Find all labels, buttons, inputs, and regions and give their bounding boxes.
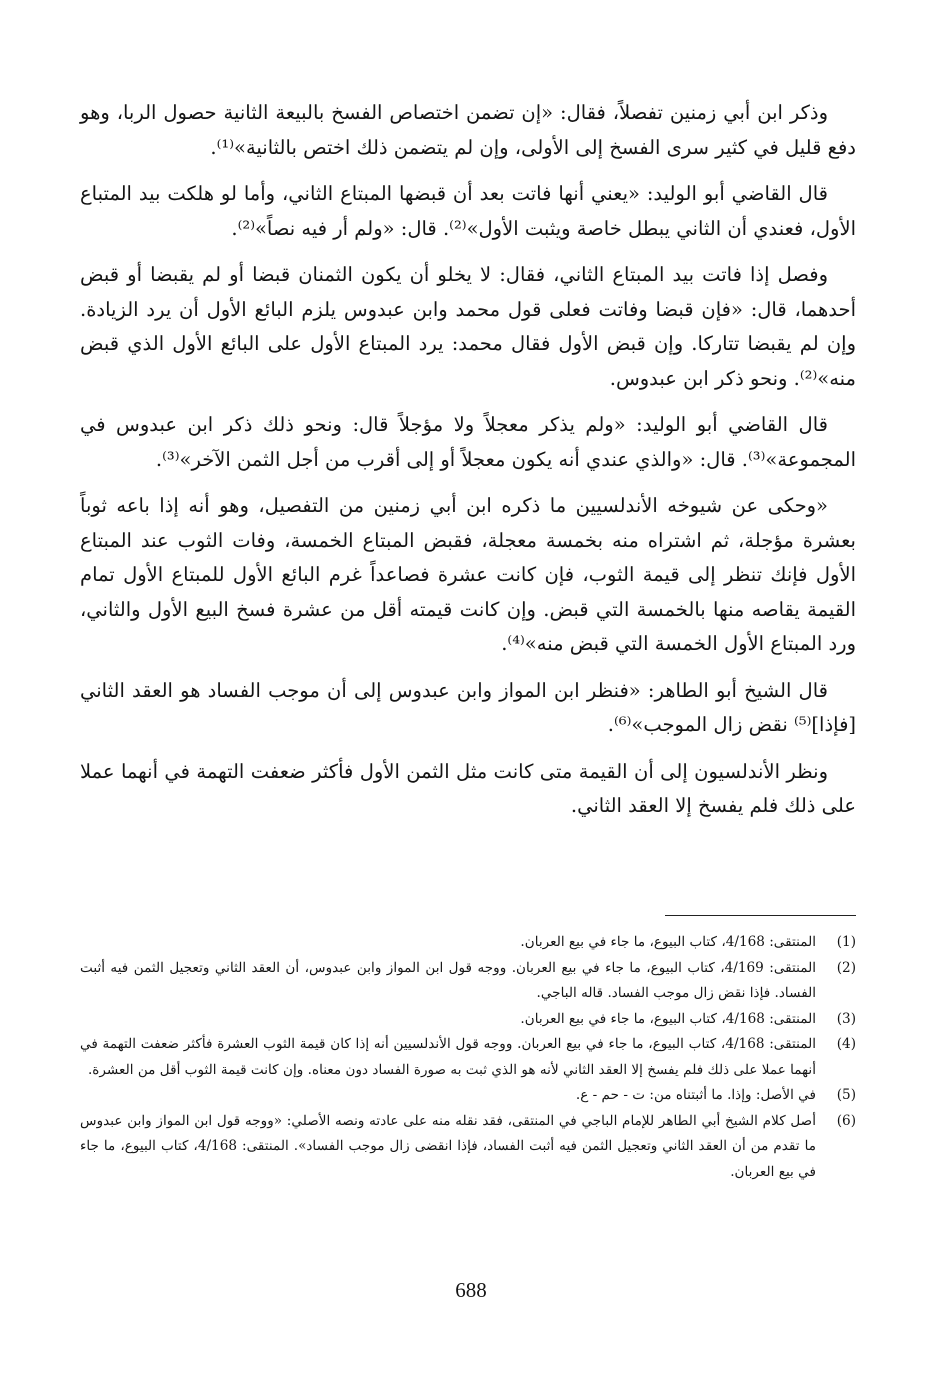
footnote	[80, 930, 856, 956]
footnote-number: (3)	[836, 1010, 856, 1027]
footnote-number: (2)	[836, 959, 856, 976]
page-number: 688	[455, 1278, 487, 1302]
footnote-text: في الأصل: وإذا. ما أثبتناه من: ت - حم - ع.	[575, 1087, 816, 1103]
footnote-number: (5)	[836, 1087, 856, 1103]
footnote-text: المنتقى: 4/168، كتاب البيوع، ما جاء في بيع العربان.	[520, 934, 816, 950]
footnote-number: (1)	[836, 934, 856, 950]
footnote	[80, 1007, 856, 1033]
paragraph: قال الشيخ أبو الطاهر: «فنظر ابن المواز وابن عبدوس إلى أن موجب الفساد هو العقد الثاني [فإذا]⁽⁵⁾ نقض زال الموجب»⁽⁶⁾.	[80, 678, 856, 736]
footnote-number: (4)	[836, 1036, 856, 1052]
footnote	[80, 956, 856, 1007]
footnote-text: أصل كلام الشيخ أبي الطاهر للإمام الباجي في المنتقى، فقد نقله منه على عادته ونصه الأصلي: «ووجه قول ابن المواز وابن عبدوس ما تقدم من أن العقد الثاني وتعجيل الثمن فيه أثبت الفساد، فإذا انقضى زال موجب الفساد». المنتقى: 4/168، كتاب البيوع، ما جاء في بيع العربان.	[80, 1112, 816, 1180]
footnote-text: المنتقى: 4/168، كتاب البيوع، ما جاء في بيع العربان. ووجه قول الأندلسيين أنه إذا كان قيمة الثوب العشرة فأكثر ضعفت التهمة في أنهما عملا على ذلك فلم يفسخ إلا العقد الثاني لأنه هو الذي ثبت به صورة الفساد دون معناه. وإن كانت قيمة الثوب أقل من العشرة.	[80, 1036, 816, 1078]
paragraph: قال القاضي أبو الوليد: «ولم يذكر معجلاً ولا مؤجلاً قال: ونحو ذلك ذكر ابن عبدوس في المجموعة»⁽³⁾. قال: «والذي عندي أنه يكون معجلاً أو إلى أقرب من أجل الثمن الآخر»⁽³⁾.	[80, 413, 856, 471]
footnote	[80, 1109, 856, 1186]
footnote	[80, 1083, 856, 1109]
paragraph: ونظر الأندلسيون إلى أن القيمة متى كانت مثل الثمن الأول فأكثر ضعفت التهمة في أنهما عملا على ذلك فلم يفسخ إلا العقد الثاني.	[80, 759, 856, 817]
paragraph: وذكر ابن أبي زمنين تفصلاً، فقال: «إن تضمن اختصاص الفسخ بالبيعة الثانية حصول الربا، وهو دفع قليل في كثير سرى الفسخ إلى الأولى، وإن لم يتضمن ذلك اختص بالثانية»⁽¹⁾.	[80, 101, 856, 159]
paragraph: قال القاضي أبو الوليد: «يعني أنها فاتت بعد أن قبضها المبتاع الثاني، وأما لو هلكت بيد المتباع الأول، فعندي أن الثاني يبطل خاصة ويثبت الأول»⁽²⁾. قال: «ولم أر فيه نصاً»⁽²⁾.	[80, 182, 856, 240]
main-text	[80, 96, 856, 836]
footnote	[80, 1032, 856, 1083]
paragraph: «وحكى عن شيوخه الأندلسيين ما ذكره ابن أبي زمنين من التفصيل، وهو أنه إذا باعه ثوباً بعشرة مؤجلة، ثم اشتراه منه بخمسة معجلة، فقبض المبتاع الخمسة، وفات الثوب عند المبتاع الأول فإنك تنظر إلى قيمة الثوب، فإن كانت عشرة فصاعداً غرم البائع الأول للمبتاع الأول تمام القيمة يقاصه منها بالخمسة التي قبض. وإن كانت قيمته أقل من عشرة فسخ البيع الأول والثاني، ورد المبتاع الأول الخمسة التي قبض منه»⁽⁴⁾.	[80, 494, 856, 655]
footnote-number: (6)	[836, 1112, 856, 1129]
footnote-text: المنتقى: 4/169، كتاب البيوع، ما جاء في بيع العربان. ووجه قول ابن المواز وابن عبدوس، أن العقد الثاني وتعجيل الثمن فيه أثبت الفساد. فإذا نقض زال موجب الفساد. قاله الباجي.	[80, 959, 817, 1001]
footnote-separator	[665, 915, 856, 916]
footnotes	[80, 930, 856, 1185]
footnote-text: المنتقى: 4/168، كتاب البيوع، ما جاء في بيع العربان.	[520, 1010, 816, 1027]
paragraph: وفصل إذا فاتت بيد المبتاع الثاني، فقال: لا يخلو أن يكون الثمنان قبضا أو لم يقبضا أو قبض أحدهما، قال: «فإن قبضا وفاتت فعلى قول محمد وابن عبدوس يلزم البائع الأول أن يرد الزيادة. وإن لم يقبضا تتاركا. وإن قبض الأول فقال محمد: يرد المبتاع الأول على البائع الأول الذي قبض منه»⁽²⁾. ونحو ذكر ابن عبدوس.	[80, 263, 856, 390]
